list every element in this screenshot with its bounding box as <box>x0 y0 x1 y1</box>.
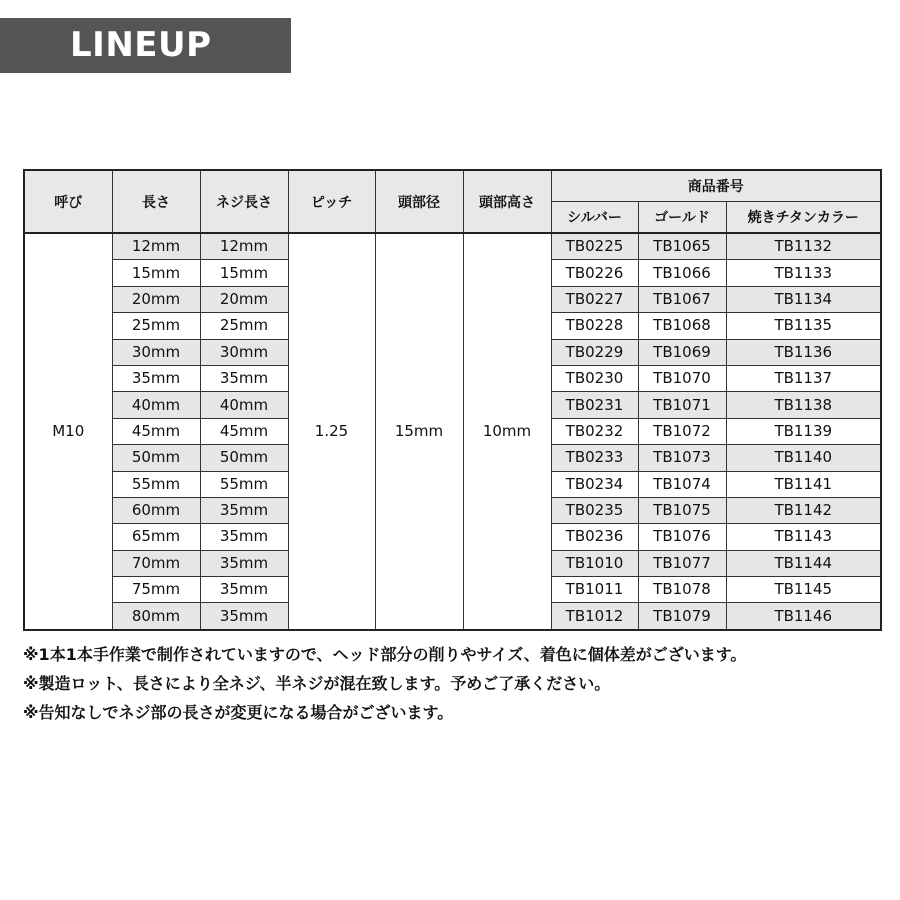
cell-thread-length: 35mm <box>200 603 288 630</box>
cell-silver: TB0232 <box>551 418 638 444</box>
note-line: ※製造ロット、長さにより全ネジ、半ネジが混在致します。予めご了承ください。 <box>23 674 611 693</box>
header-burnt-titanium: 焼きチタンカラー <box>726 202 881 234</box>
cell-burnt-titanium: TB1133 <box>726 260 881 286</box>
cell-length: 30mm <box>112 339 200 365</box>
cell-thread-length: 35mm <box>200 497 288 523</box>
cell-silver: TB0227 <box>551 286 638 312</box>
cell-thread-length: 35mm <box>200 365 288 391</box>
header-pitch: ピッチ <box>288 170 375 233</box>
cell-burnt-titanium: TB1140 <box>726 445 881 471</box>
cell-length: 50mm <box>112 445 200 471</box>
cell-length: 65mm <box>112 524 200 550</box>
cell-length: 75mm <box>112 577 200 603</box>
cell-gold: TB1072 <box>638 418 726 444</box>
header-nominal: 呼び <box>24 170 112 233</box>
cell-length: 55mm <box>112 471 200 497</box>
cell-head-diameter: 15mm <box>375 233 463 630</box>
cell-thread-length: 55mm <box>200 471 288 497</box>
header-thread-length: ネジ長さ <box>200 170 288 233</box>
cell-silver: TB0228 <box>551 313 638 339</box>
note-line: ※1本1本手作業で制作されていますので、ヘッド部分の削りやサイズ、着色に個体差がございます。 <box>23 645 747 664</box>
cell-burnt-titanium: TB1132 <box>726 233 881 260</box>
cell-burnt-titanium: TB1141 <box>726 471 881 497</box>
header-product-number: 商品番号 <box>551 170 881 202</box>
cell-thread-length: 45mm <box>200 418 288 444</box>
cell-gold: TB1069 <box>638 339 726 365</box>
cell-thread-length: 12mm <box>200 233 288 260</box>
cell-silver: TB1010 <box>551 550 638 576</box>
header-head-diameter: 頭部径 <box>375 170 463 233</box>
cell-silver: TB1011 <box>551 577 638 603</box>
cell-thread-length: 50mm <box>200 445 288 471</box>
cell-thread-length: 35mm <box>200 577 288 603</box>
banner-title: LINEUP <box>70 25 212 65</box>
cell-length: 12mm <box>112 233 200 260</box>
cell-gold: TB1078 <box>638 577 726 603</box>
cell-silver: TB0234 <box>551 471 638 497</box>
cell-gold: TB1066 <box>638 260 726 286</box>
cell-gold: TB1077 <box>638 550 726 576</box>
cell-gold: TB1071 <box>638 392 726 418</box>
cell-thread-length: 20mm <box>200 286 288 312</box>
cell-burnt-titanium: TB1135 <box>726 313 881 339</box>
header-head-height: 頭部高さ <box>463 170 551 233</box>
cell-length: 45mm <box>112 418 200 444</box>
lineup-table <box>23 169 882 631</box>
cell-silver: TB1012 <box>551 603 638 630</box>
cell-gold: TB1079 <box>638 603 726 630</box>
cell-burnt-titanium: TB1142 <box>726 497 881 523</box>
cell-length: 25mm <box>112 313 200 339</box>
cell-silver: TB0229 <box>551 339 638 365</box>
cell-burnt-titanium: TB1136 <box>726 339 881 365</box>
cell-burnt-titanium: TB1138 <box>726 392 881 418</box>
cell-gold: TB1075 <box>638 497 726 523</box>
note-line: ※告知なしでネジ部の長さが変更になる場合がございます。 <box>23 703 454 722</box>
cell-silver: TB0225 <box>551 233 638 260</box>
cell-gold: TB1076 <box>638 524 726 550</box>
cell-burnt-titanium: TB1137 <box>726 365 881 391</box>
cell-burnt-titanium: TB1134 <box>726 286 881 312</box>
cell-pitch: 1.25 <box>288 233 375 630</box>
cell-gold: TB1073 <box>638 445 726 471</box>
cell-silver: TB0233 <box>551 445 638 471</box>
cell-nominal: M10 <box>24 233 112 630</box>
cell-gold: TB1067 <box>638 286 726 312</box>
cell-length: 80mm <box>112 603 200 630</box>
cell-gold: TB1068 <box>638 313 726 339</box>
cell-burnt-titanium: TB1146 <box>726 603 881 630</box>
cell-gold: TB1070 <box>638 365 726 391</box>
table-body <box>24 233 881 630</box>
notes <box>23 640 746 727</box>
cell-silver: TB0235 <box>551 497 638 523</box>
table-row <box>24 233 881 260</box>
cell-head-height: 10mm <box>463 233 551 630</box>
lineup-banner <box>0 18 291 73</box>
header-length: 長さ <box>112 170 200 233</box>
cell-length: 70mm <box>112 550 200 576</box>
cell-thread-length: 15mm <box>200 260 288 286</box>
header-gold: ゴールド <box>638 202 726 234</box>
cell-length: 15mm <box>112 260 200 286</box>
cell-gold: TB1065 <box>638 233 726 260</box>
cell-thread-length: 35mm <box>200 524 288 550</box>
header-silver: シルバー <box>551 202 638 234</box>
cell-length: 35mm <box>112 365 200 391</box>
cell-silver: TB0236 <box>551 524 638 550</box>
cell-silver: TB0226 <box>551 260 638 286</box>
cell-length: 40mm <box>112 392 200 418</box>
cell-thread-length: 25mm <box>200 313 288 339</box>
cell-burnt-titanium: TB1144 <box>726 550 881 576</box>
cell-length: 20mm <box>112 286 200 312</box>
cell-burnt-titanium: TB1145 <box>726 577 881 603</box>
cell-silver: TB0231 <box>551 392 638 418</box>
cell-thread-length: 35mm <box>200 550 288 576</box>
cell-silver: TB0230 <box>551 365 638 391</box>
cell-length: 60mm <box>112 497 200 523</box>
cell-gold: TB1074 <box>638 471 726 497</box>
cell-thread-length: 40mm <box>200 392 288 418</box>
cell-thread-length: 30mm <box>200 339 288 365</box>
cell-burnt-titanium: TB1143 <box>726 524 881 550</box>
cell-burnt-titanium: TB1139 <box>726 418 881 444</box>
